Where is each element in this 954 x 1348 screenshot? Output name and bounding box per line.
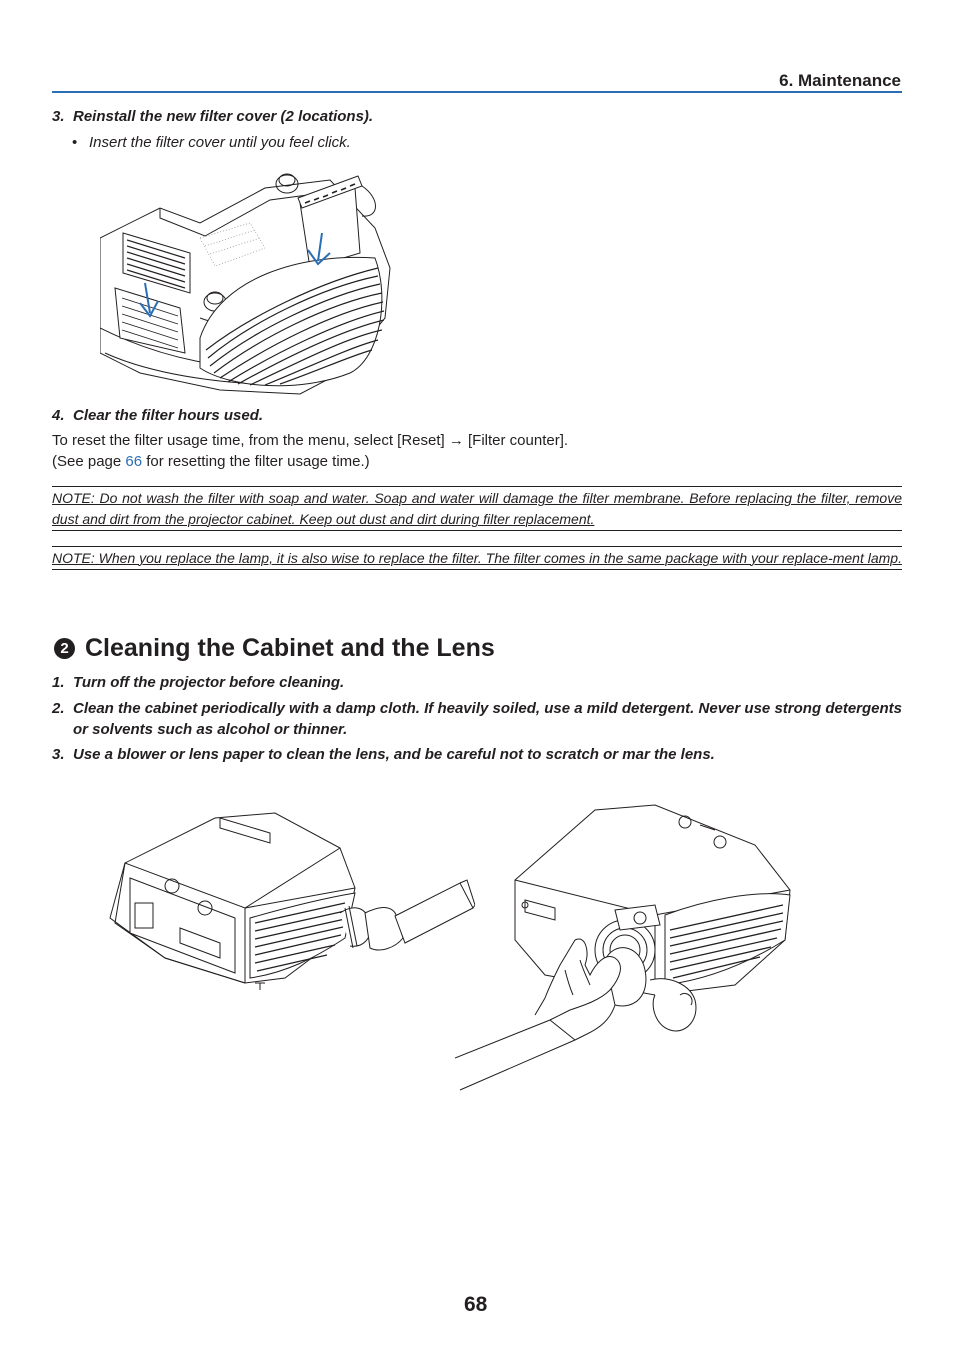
page-reference-prefix: (See page <box>52 453 126 470</box>
section-heading <box>54 634 495 663</box>
reset-instructions: To reset the filter usage time, from the menu, select [Reset] → [Filter counter]. <box>52 432 569 449</box>
step-number: 3. <box>52 108 65 125</box>
filter-cover-illustration <box>100 158 395 396</box>
bullet-dot: • <box>72 134 78 151</box>
step-number: 4. <box>52 407 65 424</box>
step-text: Turn off the projector before cleaning. <box>73 674 345 691</box>
section-number-badge: 2 <box>54 638 75 659</box>
bullet-text: Insert the filter cover until you feel click. <box>89 134 351 151</box>
cleaning-step-1 <box>52 672 902 693</box>
step-text: Clear the filter hours used. <box>73 407 264 424</box>
cleaning-step-3 <box>52 744 902 765</box>
page-reference-suffix: for resetting the filter usage time.) <box>142 453 370 470</box>
step-text: Clean the cabinet periodically with a damp cloth. If heavily soiled, use a mild detergent. Never use strong detergents or solvents such as alcohol or thinner. <box>73 700 902 738</box>
note-text: NOTE: Do not wash the filter with soap and water. Soap and water will damage the filter membrane. Before replacing the filter, remove dust and dirt from the projector cabinet. Keep out dust and dirt during filter replacement. <box>52 490 902 527</box>
note-text: NOTE: When you replace the lamp, it is also wise to replace the filter. The filter comes in the same package with your replace-ment lamp. <box>52 550 902 566</box>
page-66-link[interactable]: 66 <box>125 453 143 470</box>
lens-cleaning-illustration <box>455 800 795 1098</box>
page-number: 68 <box>464 1293 488 1316</box>
section-title: Cleaning the Cabinet and the Lens <box>85 634 495 662</box>
blower-cleaning-illustration <box>105 808 475 993</box>
cleaning-step-2 <box>52 698 902 740</box>
header-divider <box>52 91 902 93</box>
step-text: Reinstall the new filter cover (2 locations). <box>73 108 374 125</box>
page-reference <box>52 453 370 470</box>
step-text: Use a blower or lens paper to clean the lens, and be careful not to scratch or mar the lens. <box>73 746 715 763</box>
step-number: 3. <box>52 746 65 763</box>
section-header: 6. Maintenance <box>779 71 901 90</box>
step-reinstall-filter <box>52 108 373 125</box>
step-number: 2. <box>52 700 65 717</box>
note-lamp-replacement <box>52 546 902 570</box>
bullet-item <box>72 134 351 151</box>
note-filter-washing <box>52 486 902 531</box>
step-clear-filter-hours <box>52 407 263 424</box>
step-number: 1. <box>52 674 65 691</box>
